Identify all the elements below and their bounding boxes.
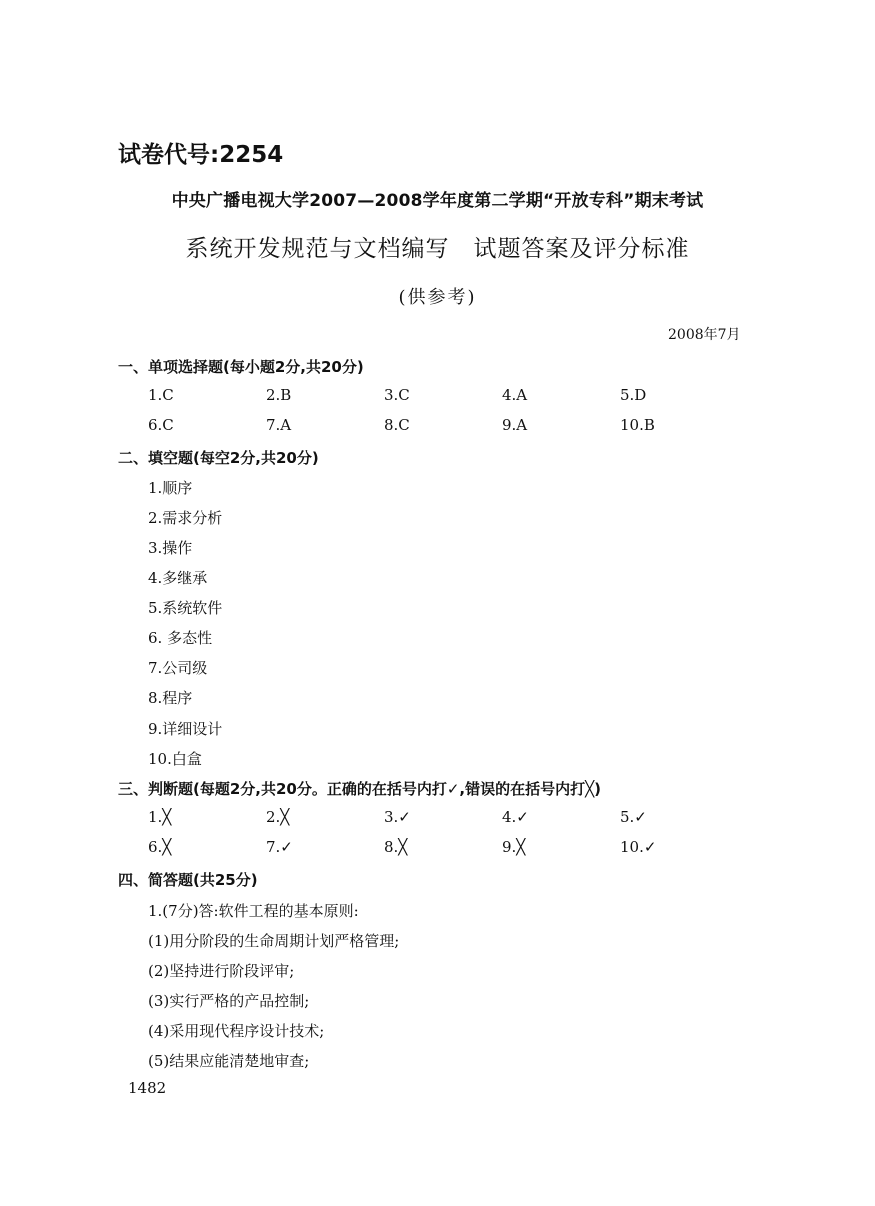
- short-answer-line: (1)用分阶段的生命周期计划严格管理;: [148, 932, 400, 950]
- section2-heading: 二、填空题(每空2分,共20分): [118, 449, 319, 467]
- judgement-cell: 9.╳: [502, 838, 526, 856]
- fill-blank-item: 7.公司级: [148, 659, 208, 677]
- exam-title: 中央广播电视大学2007—2008学年度第二学期“开放专科”期末考试: [171, 191, 704, 211]
- document-title: 系统开发规范与文档编写 试题答案及评分标准: [185, 236, 690, 262]
- reference-note: (供参考): [398, 287, 477, 308]
- answer-cell: 1.C: [148, 386, 174, 404]
- answer-cell: 4.A: [502, 386, 528, 404]
- judgement-cell: 3.✓: [384, 808, 411, 826]
- judgement-cell: 5.✓: [620, 808, 647, 826]
- fill-blank-item: 1.顺序: [148, 479, 193, 497]
- paper-code: 试卷代号:2254: [118, 142, 284, 168]
- short-answer-line: (5)结果应能清楚地审查;: [148, 1052, 310, 1070]
- exam-date: 2008年7月: [668, 327, 741, 343]
- short-answer-line: 1.(7分)答:软件工程的基本原则:: [148, 902, 359, 920]
- answer-cell: 6.C: [148, 416, 174, 434]
- page-number: 1482: [128, 1079, 167, 1097]
- fill-blank-item: 9.详细设计: [148, 720, 223, 738]
- fill-blank-item: 8.程序: [148, 689, 193, 707]
- judgement-cell: 4.✓: [502, 808, 529, 826]
- answer-cell: 10.B: [620, 416, 655, 434]
- answer-cell: 5.D: [620, 386, 647, 404]
- fill-blank-item: 10.白盒: [148, 750, 202, 768]
- fill-blank-item: 5.系统软件: [148, 599, 223, 617]
- judgement-cell: 2.╳: [266, 808, 290, 826]
- section4-heading: 四、简答题(共25分): [118, 871, 258, 889]
- fill-blank-item: 3.操作: [148, 539, 193, 557]
- judgement-cell: 6.╳: [148, 838, 172, 856]
- judgement-cell: 10.✓: [620, 838, 657, 856]
- short-answer-line: (4)采用现代程序设计技术;: [148, 1022, 325, 1040]
- judgement-cell: 1.╳: [148, 808, 172, 826]
- fill-blank-item: 4.多继承: [148, 569, 208, 587]
- fill-blank-item: 2.需求分析: [148, 509, 223, 527]
- short-answer-line: (3)实行严格的产品控制;: [148, 992, 310, 1010]
- answer-cell: 3.C: [384, 386, 410, 404]
- answer-cell: 9.A: [502, 416, 528, 434]
- answer-cell: 7.A: [266, 416, 292, 434]
- section1-heading: 一、单项选择题(每小题2分,共20分): [118, 358, 364, 376]
- judgement-cell: 8.╳: [384, 838, 408, 856]
- judgement-cell: 7.✓: [266, 838, 293, 856]
- short-answer-line: (2)坚持进行阶段评审;: [148, 962, 295, 980]
- fill-blank-item: 6. 多态性: [148, 629, 213, 647]
- answer-cell: 2.B: [266, 386, 292, 404]
- section3-heading: 三、判断题(每题2分,共20分。正确的在括号内打✓,错误的在括号内打╳): [118, 780, 602, 798]
- answer-cell: 8.C: [384, 416, 410, 434]
